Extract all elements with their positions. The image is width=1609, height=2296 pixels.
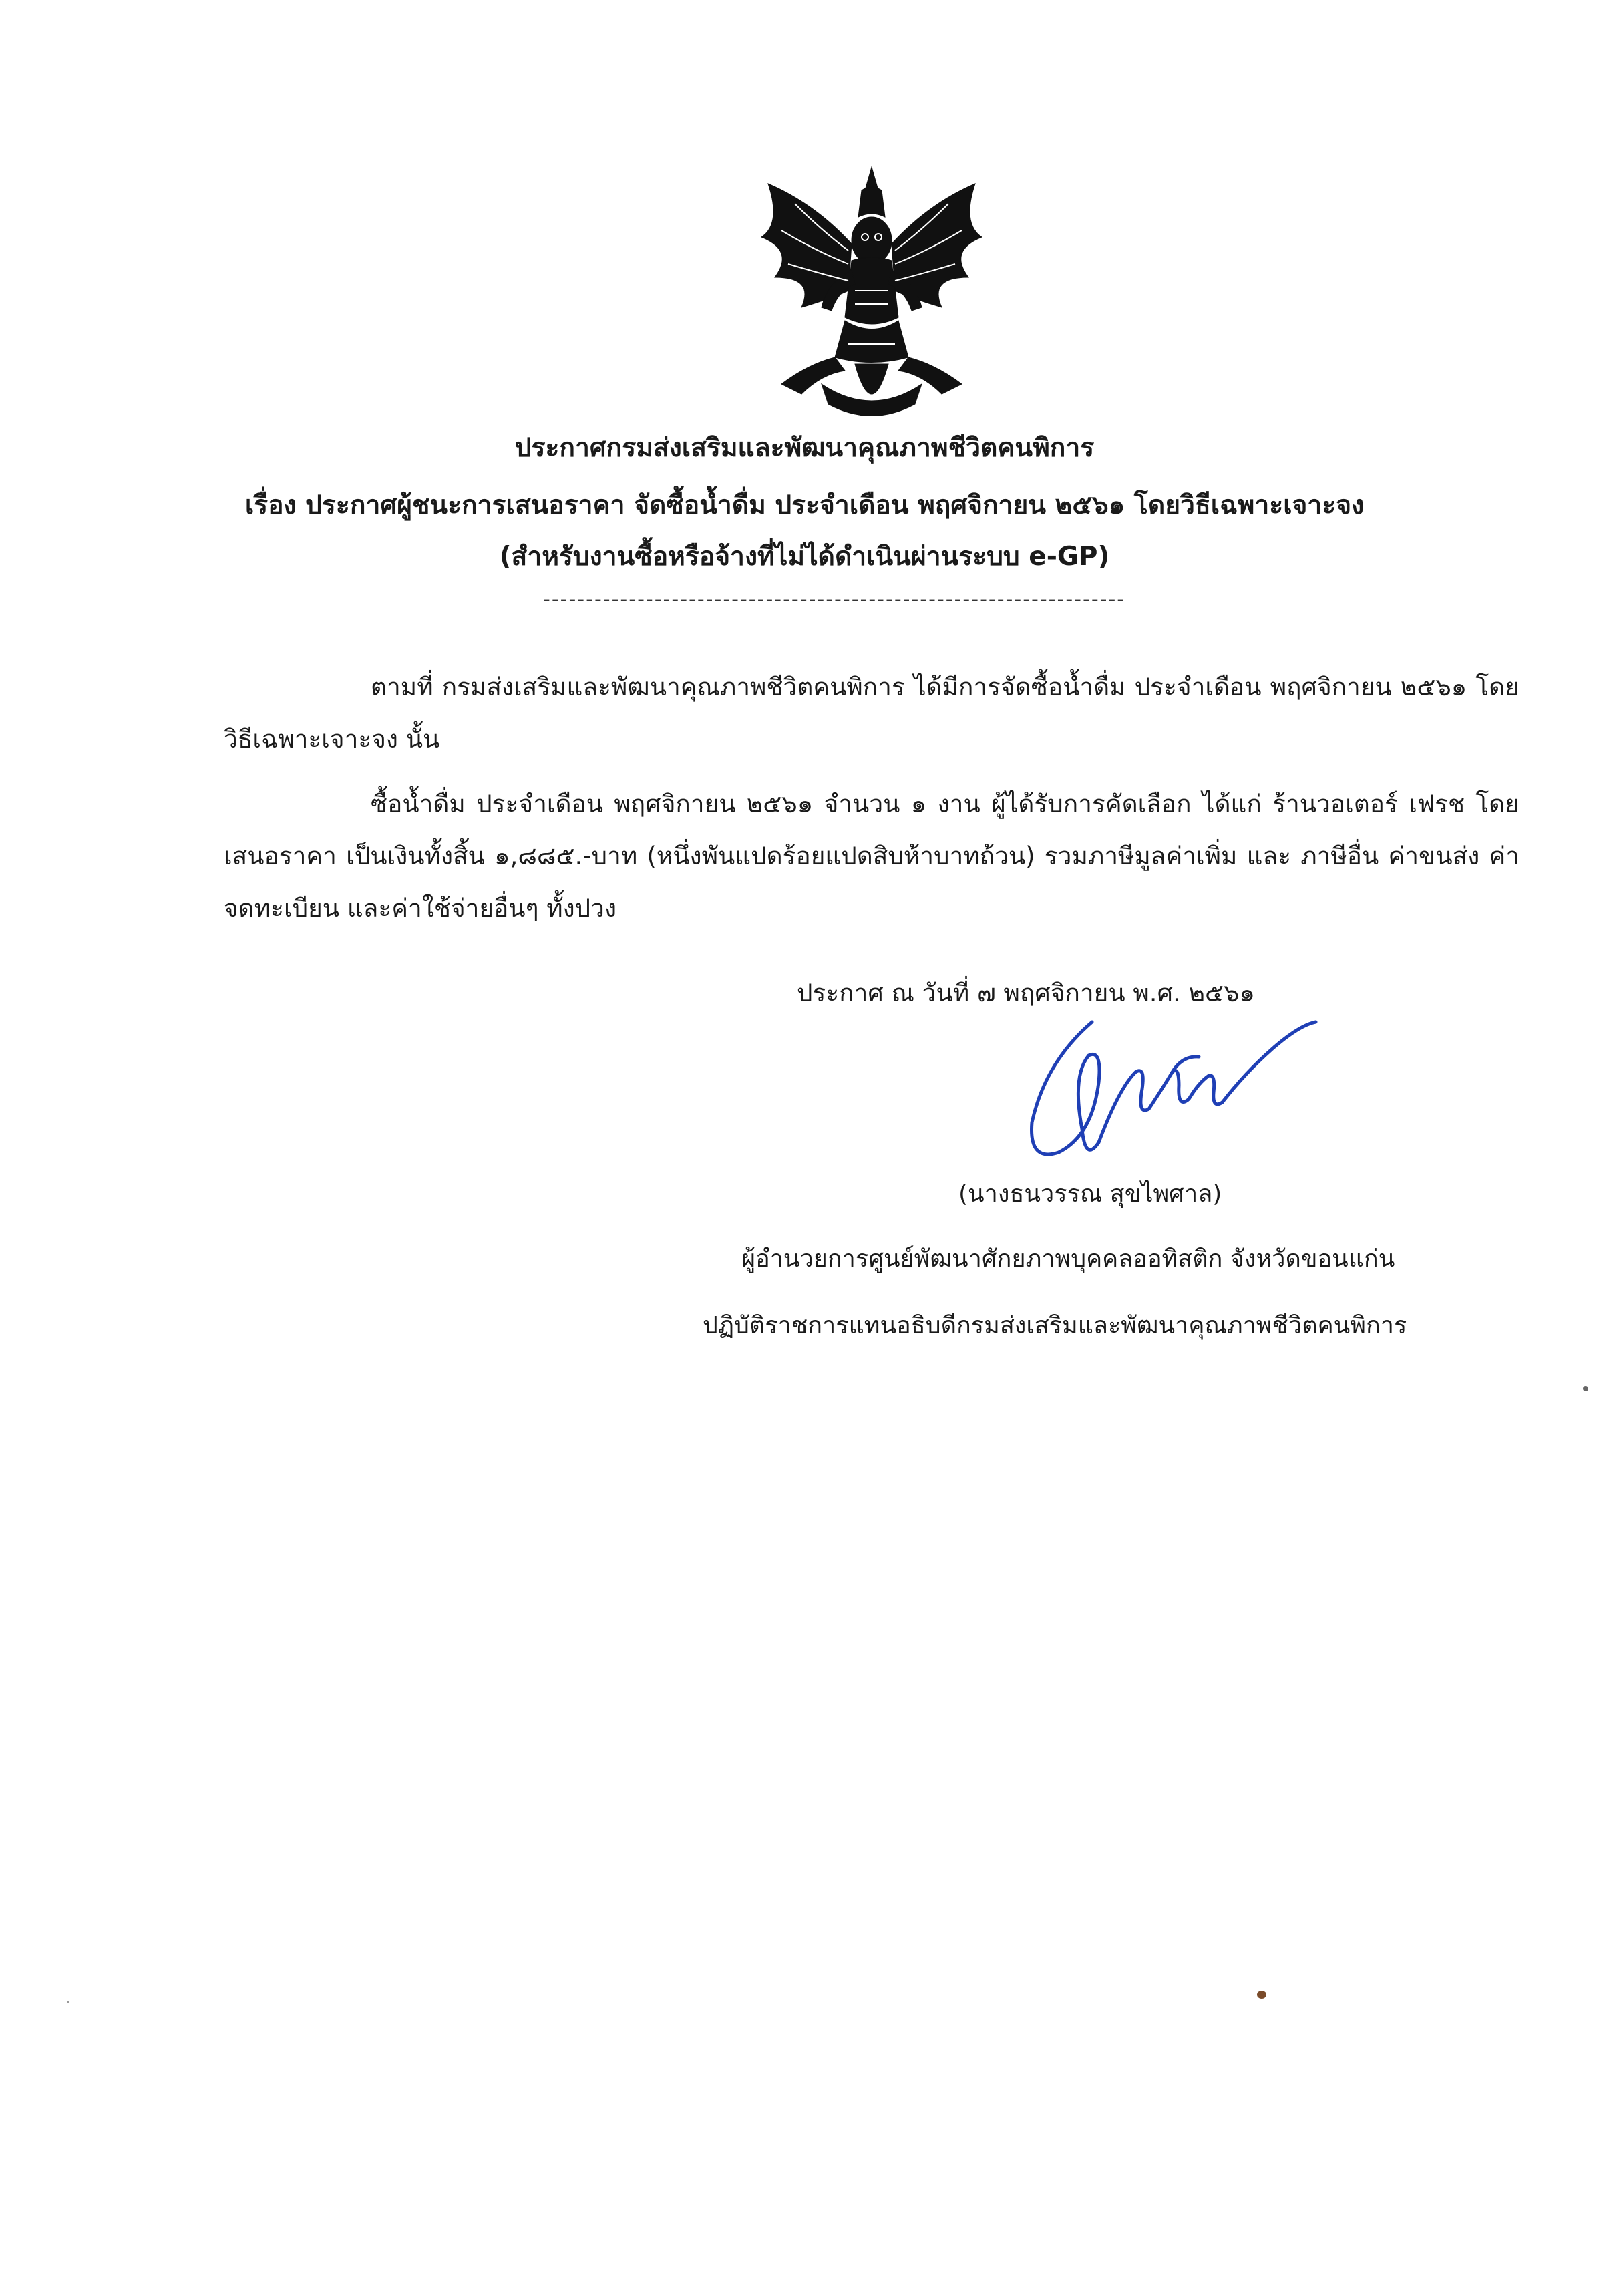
signatory-acting-position: ปฏิบัติราชการแทนอธิบดีกรมส่งเสริมและพัฒนาคุณภาพชีวิตคนพิการ <box>703 1312 1407 1339</box>
heading-title: ประกาศกรมส่งเสริมและพัฒนาคุณภาพชีวิตคนพิการ <box>514 433 1095 463</box>
scan-speck <box>1257 1991 1266 1999</box>
heading-divider: -------------------------------------------------------------------- <box>543 588 1126 611</box>
scan-speck <box>1583 1386 1588 1391</box>
heading-subject: เรื่อง ประกาศผู้ชนะการเสนอราคา จัดซื้อน้ำดื่ม ประจำเดือน พฤศจิกายน ๒๕๖๑ โดยวิธีเฉพาะเจาะจง <box>244 490 1365 520</box>
signatory-position: ผู้อำนวยการศูนย์พัฒนาศักยภาพบุคคลออทิสติก จังหวัดขอนแก่น <box>741 1245 1395 1273</box>
body-paragraph-1: ตามที่ กรมส่งเสริมและพัฒนาคุณภาพชีวิตคนพิการ ได้มีการจัดซื้อน้ำดื่ม ประจำเดือน พฤศจิกายน ๒๕๖๑ โดยวิธีเฉพาะเจาะจง นั้น <box>224 673 1519 754</box>
signatory-name: (นางธนวรรณ สุขไพศาล) <box>958 1180 1222 1208</box>
heading-note: (สำหรับงานซื้อหรือจ้างที่ไม่ได้ดำเนินผ่านระบบ e-GP) <box>499 542 1110 572</box>
announcement-date: ประกาศ ณ วันที่ ๗ พฤศจิกายน พ.ศ. ๒๕๖๑ <box>797 979 1255 1007</box>
body-paragraph-2: ซื้อน้ำดื่ม ประจำเดือน พฤศจิกายน ๒๕๖๑ จำนวน ๑ งาน ผู้ได้รับการคัดเลือก ได้แก่ ร้านวอเตอร์ เฟรช โดยเสนอราคา เป็นเงินทั้งสิ้น ๑,๘๘๕.-บาท (หนึ่งพันแปดร้อยแปดสิบห้าบาทถ้วน) รวมภาษีมูลค่าเพิ่ม และ ภาษีอื่น ค่าขนส่ง ค่าจดทะเบียน และค่าใช้จ่ายอื่นๆ ทั้งปวง <box>224 790 1519 923</box>
garuda-emblem-icon <box>755 164 989 424</box>
signature-icon <box>1019 1009 1326 1189</box>
scan-speck <box>67 2001 69 2003</box>
